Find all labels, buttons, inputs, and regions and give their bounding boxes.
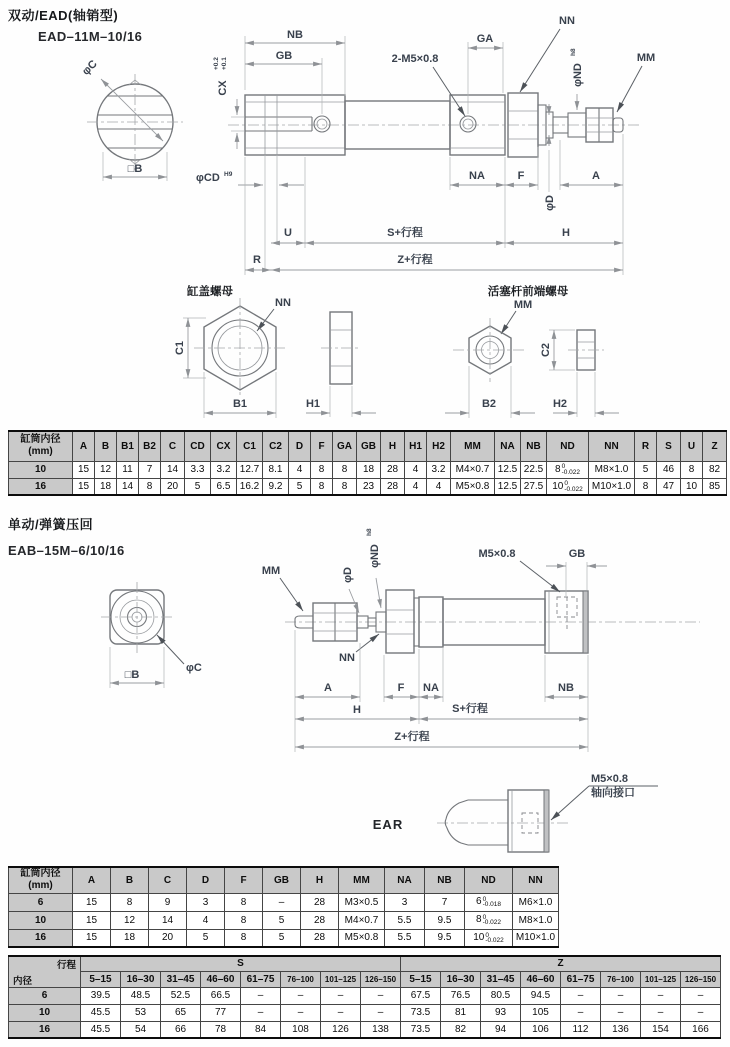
value-cell: 108 [281, 1021, 321, 1038]
stroke-range-header: 16–30 [121, 971, 161, 987]
value-cell: 8.1 [263, 461, 289, 478]
col-header: NN [513, 867, 559, 893]
col-header: F [311, 431, 333, 461]
value-cell: 12.7 [237, 461, 263, 478]
value-cell: 154 [641, 1021, 681, 1038]
table-row [9, 929, 559, 947]
dimension-table-eab [8, 866, 559, 948]
group-header: Z [401, 956, 721, 971]
value-cell: 12.5 [495, 461, 521, 478]
value-cell: 15 [73, 893, 111, 911]
col-header: B [95, 431, 117, 461]
value-cell: M4×0.7 [451, 461, 495, 478]
value-cell: 9.2 [263, 478, 289, 495]
value-cell: 48.5 [121, 987, 161, 1004]
value-cell: 8 [681, 461, 703, 478]
value-cell: 73.5 [401, 1004, 441, 1021]
bore-cell: 6 [9, 893, 73, 911]
stroke-dimension-table [8, 955, 721, 1039]
value-cell: 10 0 -0.022 [547, 478, 589, 495]
col-header: ND [547, 431, 589, 461]
dim-z-stroke-2: Z+行程 [394, 731, 430, 743]
value-cell: 94 [481, 1021, 521, 1038]
value-cell: M5×0.8 [339, 929, 385, 947]
dim-z-stroke: Z+行程 [397, 254, 433, 266]
callout-mm: MM [636, 52, 656, 64]
col-header: H [381, 431, 405, 461]
value-cell: 14 [149, 911, 187, 929]
bore-cell: 10 [9, 461, 73, 478]
table-row [9, 478, 727, 495]
value-cell: 8 [333, 461, 357, 478]
value-cell: 3 [187, 893, 225, 911]
value-cell: 66.5 [201, 987, 241, 1004]
eab-side-view [262, 528, 700, 752]
value-cell: 9 [149, 893, 187, 911]
value-cell: 22.5 [521, 461, 547, 478]
bore-column-header: 缸筒内径 (mm) [9, 431, 73, 461]
col-header: MM [451, 431, 495, 461]
dim-r: R [253, 254, 261, 266]
value-cell: 67.5 [401, 987, 441, 1004]
col-header: B [111, 867, 149, 893]
col-header: MM [339, 867, 385, 893]
col-header: GA [333, 431, 357, 461]
dim-phi-c: φC [80, 58, 100, 78]
rod-nut-mm: MM [513, 299, 533, 311]
col-header: NA [495, 431, 521, 461]
bore-cell: 16 [9, 929, 73, 947]
col-header: C1 [237, 431, 263, 461]
value-cell: 80.5 [481, 987, 521, 1004]
value-cell: 14 [161, 461, 185, 478]
value-cell: 18 [357, 461, 381, 478]
value-cell: 53 [121, 1004, 161, 1021]
dim-h-2: H [353, 704, 361, 716]
stroke-range-header: 31–45 [481, 971, 521, 987]
dim-a: A [592, 170, 600, 182]
dim-phi-d: φD [544, 195, 556, 211]
col-header: C [149, 867, 187, 893]
value-cell: – [281, 987, 321, 1004]
value-cell: 5.5 [385, 911, 425, 929]
dimension-table-ead [8, 430, 727, 496]
value-cell: 3.3 [185, 461, 211, 478]
col-header: R [635, 431, 657, 461]
ear-callout-m5: M5×0.8 [591, 773, 628, 785]
value-cell: 105 [521, 1004, 561, 1021]
stroke-range-header: 126–150 [361, 971, 401, 987]
value-cell: 12 [95, 461, 117, 478]
stroke-range-header: 5–15 [81, 971, 121, 987]
callout-m5-2: M5×0.8 [478, 548, 516, 560]
value-cell: – [681, 1004, 721, 1021]
rod-nut-h2: H2 [552, 398, 568, 410]
value-cell: 112 [561, 1021, 601, 1038]
value-cell: M10×1.0 [513, 929, 559, 947]
value-cell: M10×1.0 [589, 478, 635, 495]
dim-cx-tol-up: +0.2 [213, 57, 220, 70]
cap-nut-detail [174, 284, 376, 418]
value-cell: 20 [161, 478, 185, 495]
dim-nd-tol: h8 [570, 48, 577, 56]
value-cell: – [241, 987, 281, 1004]
stroke-range-header: 76–100 [281, 971, 321, 987]
cap-nut-c1: C1 [174, 340, 186, 356]
value-cell: M4×0.7 [339, 911, 385, 929]
value-cell: 39.5 [81, 987, 121, 1004]
value-cell: – [361, 1004, 401, 1021]
dim-gb-2: GB [568, 548, 586, 560]
value-cell: 28 [301, 911, 339, 929]
group-header: S [81, 956, 401, 971]
bore-cell: 6 [9, 987, 81, 1004]
ear-callout-port: 轴向接口 [591, 787, 635, 799]
col-header: U [681, 431, 703, 461]
callout-nn: NN [559, 15, 575, 27]
section2-model: EAB–15M–6/10/16 [8, 543, 125, 558]
dim-square-b-2: □B [124, 669, 140, 681]
value-cell: 5 [635, 461, 657, 478]
dim-phi-d-2: φD [342, 567, 354, 583]
value-cell: 78 [201, 1021, 241, 1038]
value-cell: 14 [117, 478, 139, 495]
col-header: NA [385, 867, 425, 893]
value-cell: 136 [601, 1021, 641, 1038]
value-cell: – [561, 987, 601, 1004]
cap-nut-title: 缸盖螺母 [187, 286, 233, 298]
ear-label: EAR [372, 817, 404, 832]
cap-nut-nn: NN [275, 297, 291, 309]
value-cell: 8 0 -0.022 [465, 911, 513, 929]
col-header: GB [357, 431, 381, 461]
col-header: GB [263, 867, 301, 893]
value-cell: – [641, 1004, 681, 1021]
dim-phi-nd-2: φND [369, 544, 381, 568]
value-cell: 65 [161, 1004, 201, 1021]
stroke-range-header: 101–125 [641, 971, 681, 987]
col-header: H2 [427, 431, 451, 461]
value-cell: 8 [111, 893, 149, 911]
dim-gb: GB [275, 50, 293, 62]
value-cell: 15 [73, 461, 95, 478]
bore-column-header: 缸筒内径 (mm) [9, 867, 73, 893]
col-header: NN [589, 431, 635, 461]
rod-nut-detail [445, 284, 619, 418]
value-cell: 11 [117, 461, 139, 478]
value-cell: 3.2 [211, 461, 237, 478]
cap-nut-h1: H1 [305, 398, 321, 410]
section1-model: EAD–11M–10/16 [38, 29, 143, 44]
col-header: ND [465, 867, 513, 893]
dim-phi-nd: φND [572, 63, 584, 87]
stroke-range-header: 46–60 [521, 971, 561, 987]
value-cell: 3 [385, 893, 425, 911]
col-header: A [73, 867, 111, 893]
col-header: H1 [405, 431, 427, 461]
table-row [9, 987, 721, 1004]
dim-cx-tol-dn: +0.1 [221, 57, 228, 70]
stroke-range-header: 76–100 [601, 971, 641, 987]
value-cell: 12.5 [495, 478, 521, 495]
rod-nut-title: 活塞杆前端螺母 [487, 286, 569, 298]
value-cell: – [601, 1004, 641, 1021]
value-cell: 18 [95, 478, 117, 495]
col-header: NB [521, 431, 547, 461]
stroke-range-header: 46–60 [201, 971, 241, 987]
value-cell: M3×0.5 [339, 893, 385, 911]
value-cell: 8 [311, 461, 333, 478]
value-cell: 46 [657, 461, 681, 478]
col-header: A [73, 431, 95, 461]
stroke-range-header: 61–75 [561, 971, 601, 987]
dim-phi-c-2: φC [186, 662, 202, 674]
value-cell: – [681, 987, 721, 1004]
value-cell: 5 [263, 929, 301, 947]
ead-end-view [80, 58, 183, 181]
stroke-range-header: 5–15 [401, 971, 441, 987]
dim-cx: CX [217, 80, 229, 96]
value-cell: 126 [321, 1021, 361, 1038]
dim-ga: GA [476, 33, 494, 45]
value-cell: 66 [161, 1021, 201, 1038]
value-cell: 7 [139, 461, 161, 478]
value-cell: 4 [405, 478, 427, 495]
value-cell: 8 [333, 478, 357, 495]
dim-cd-tol: H9 [224, 171, 233, 178]
dim-s-stroke-2: S+行程 [452, 703, 488, 715]
value-cell: 82 [703, 461, 727, 478]
value-cell: M6×1.0 [513, 893, 559, 911]
table-row [9, 1004, 721, 1021]
callout-nn-2: NN [339, 652, 355, 664]
value-cell: 20 [149, 929, 187, 947]
col-header: F [225, 867, 263, 893]
value-cell: 5 [185, 478, 211, 495]
value-cell: 28 [301, 893, 339, 911]
value-cell: 106 [521, 1021, 561, 1038]
col-header: S [657, 431, 681, 461]
stroke-range-header: 61–75 [241, 971, 281, 987]
ear-view [373, 773, 658, 852]
value-cell: – [281, 1004, 321, 1021]
value-cell: 8 0 -0.022 [547, 461, 589, 478]
value-cell: 4 [405, 461, 427, 478]
value-cell: 4 [187, 911, 225, 929]
col-header: CX [211, 431, 237, 461]
dim-f-2: F [397, 682, 405, 694]
value-cell: 5 [187, 929, 225, 947]
value-cell: – [241, 1004, 281, 1021]
value-cell: 12 [111, 911, 149, 929]
value-cell: 15 [73, 478, 95, 495]
bore-cell: 16 [9, 1021, 81, 1038]
cap-nut-b1: B1 [232, 398, 248, 410]
value-cell: 82 [441, 1021, 481, 1038]
rod-nut-b2: B2 [481, 398, 497, 410]
dim-na-2: NA [423, 682, 439, 694]
value-cell: 9.5 [425, 911, 465, 929]
value-cell: M5×0.8 [451, 478, 495, 495]
value-cell: 28 [381, 461, 405, 478]
value-cell: 94.5 [521, 987, 561, 1004]
dim-h: H [562, 227, 570, 239]
value-cell: 28 [381, 478, 405, 495]
bore-cell: 10 [9, 911, 73, 929]
col-header: C2 [263, 431, 289, 461]
value-cell: 23 [357, 478, 381, 495]
col-header: B1 [117, 431, 139, 461]
bore-cell: 16 [9, 478, 73, 495]
value-cell: – [561, 1004, 601, 1021]
value-cell: 138 [361, 1021, 401, 1038]
dim-na: NA [469, 170, 485, 182]
section1-title: 双动/EAD(轴销型) [8, 8, 119, 23]
value-cell: 77 [201, 1004, 241, 1021]
value-cell: 9.5 [425, 929, 465, 947]
dim-phi-cd: φCD [196, 172, 220, 184]
dim-square-b: □B [127, 163, 143, 175]
col-header: C [161, 431, 185, 461]
value-cell: 18 [111, 929, 149, 947]
bore-cell: 10 [9, 1004, 81, 1021]
value-cell: 76.5 [441, 987, 481, 1004]
value-cell: 93 [481, 1004, 521, 1021]
value-cell: – [321, 1004, 361, 1021]
value-cell: 5 [289, 478, 311, 495]
value-cell: 7 [425, 893, 465, 911]
table-row [9, 1021, 721, 1038]
callout-2-m5: 2-M5×0.8 [391, 53, 439, 65]
callout-mm-2: MM [261, 565, 281, 577]
value-cell: 15 [73, 911, 111, 929]
stroke-range-header: 31–45 [161, 971, 201, 987]
value-cell: 5.5 [385, 929, 425, 947]
value-cell: 10 0 -0.022 [465, 929, 513, 947]
value-cell: 10 [681, 478, 703, 495]
value-cell: 73.5 [401, 1021, 441, 1038]
dim-a-2: A [324, 682, 332, 694]
value-cell: – [263, 893, 301, 911]
col-header: H [301, 867, 339, 893]
value-cell: 8 [311, 478, 333, 495]
col-header: D [187, 867, 225, 893]
dim-f: F [517, 170, 525, 182]
value-cell: 6 0 -0.018 [465, 893, 513, 911]
col-header: B2 [139, 431, 161, 461]
table-row [9, 893, 559, 911]
value-cell: 8 [225, 911, 263, 929]
value-cell: 8 [139, 478, 161, 495]
table-row [9, 911, 559, 929]
value-cell: – [601, 987, 641, 1004]
value-cell: 45.5 [81, 1021, 121, 1038]
section2-title: 单动/弹簧压回 [8, 517, 94, 532]
value-cell: 84 [241, 1021, 281, 1038]
value-cell: 15 [73, 929, 111, 947]
value-cell: – [321, 987, 361, 1004]
value-cell: 8 [225, 893, 263, 911]
rod-nut-c2: C2 [540, 342, 552, 358]
value-cell: 5 [263, 911, 301, 929]
col-header: NB [425, 867, 465, 893]
value-cell: 3.2 [427, 461, 451, 478]
value-cell: 8 [225, 929, 263, 947]
stroke-range-header: 16–30 [441, 971, 481, 987]
col-header: CD [185, 431, 211, 461]
value-cell: 166 [681, 1021, 721, 1038]
col-header: D [289, 431, 311, 461]
dim-u: U [284, 227, 292, 239]
value-cell: 4 [289, 461, 311, 478]
table-row [9, 461, 727, 478]
stroke-bore-corner: 行程 内径 [9, 956, 81, 987]
value-cell: 45.5 [81, 1004, 121, 1021]
value-cell: 8 [635, 478, 657, 495]
value-cell: 28 [301, 929, 339, 947]
eab-end-view [101, 582, 202, 688]
value-cell: M8×1.0 [589, 461, 635, 478]
value-cell: – [641, 987, 681, 1004]
stroke-range-header: 126–150 [681, 971, 721, 987]
value-cell: 27.5 [521, 478, 547, 495]
value-cell: 54 [121, 1021, 161, 1038]
ead-side-view [228, 93, 640, 272]
value-cell: 85 [703, 478, 727, 495]
dim-nb: NB [287, 29, 303, 41]
dim-nb-2: NB [558, 682, 574, 694]
stroke-range-header: 101–125 [321, 971, 361, 987]
value-cell: 16.2 [237, 478, 263, 495]
value-cell: M8×1.0 [513, 911, 559, 929]
col-header: Z [703, 431, 727, 461]
value-cell: – [361, 987, 401, 1004]
dim-s-stroke: S+行程 [387, 227, 423, 239]
value-cell: 4 [427, 478, 451, 495]
value-cell: 81 [441, 1004, 481, 1021]
value-cell: 6.5 [211, 478, 237, 495]
dim-nd-tol-2: h8 [366, 528, 373, 536]
value-cell: 47 [657, 478, 681, 495]
value-cell: 52.5 [161, 987, 201, 1004]
